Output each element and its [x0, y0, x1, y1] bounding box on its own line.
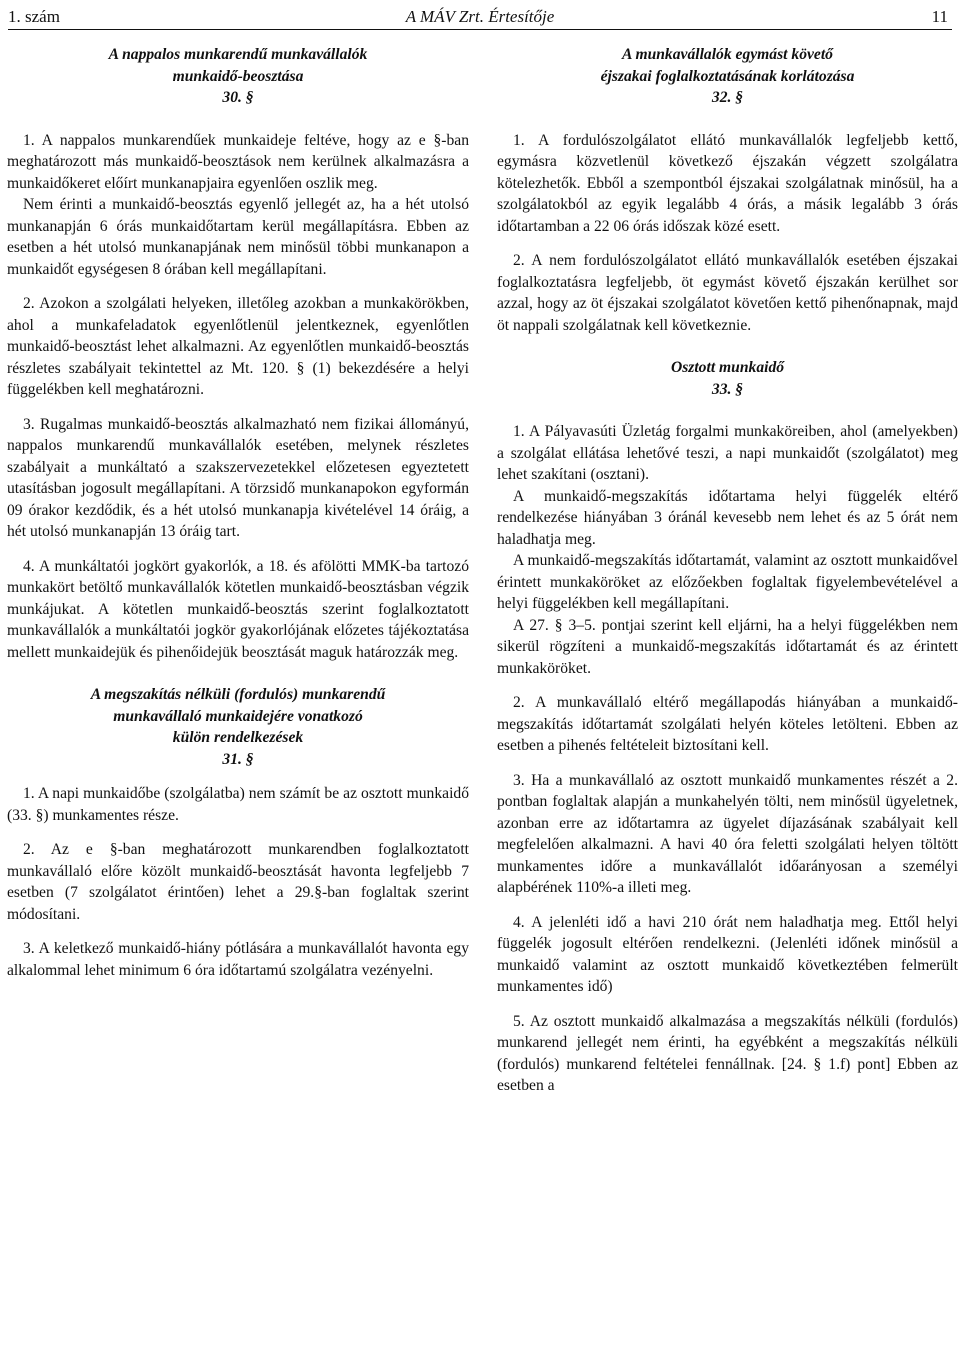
section-31-title-line1: A megszakítás nélküli (fordulós) munkarendű — [90, 686, 386, 703]
issue-number: 1. szám — [8, 7, 60, 26]
paragraph-31-2: 2. Az e §-ban meghatározott munkarendben foglalkoztatott munkavállaló előre közölt munkaidő-beosztását havonta legfeljebb 7 esetben (7 szolgálatot érintően) lehet a 29.§-ban foglaltak szerint módosítani. — [7, 841, 469, 923]
paragraph-33-2: 2. A munkavállaló eltérő megállapodás hiányában a munkaidő-megszakítás időtartamát szolgálati helyén köteles letölteni. Ebben az esetben a pihenés feltételeit biztosítani kell. — [497, 694, 958, 754]
paragraph-33-4: 4. A jelenléti idő a havi 210 órát nem haladhatja meg. Ettől helyi függelék jogosult eltérően rendelkezni. (Jelenléti időnek minősül a munkaidő valamint az osztott munkaidő következtében felmerült munkamentes idő) — [497, 913, 958, 995]
paragraph-32-1: 1. A fordulószolgálatot ellátó munkavállalók legfeljebb kettő, egymásra közvetlenül következő éjszakán végzett szolgálatra kötelezhetők. Ebből a szempontból éjszakai szolgálatnak minősül, ha a szolgálatokból az egyik legalább 4 órás, a másik legalább 3 órás időtartamban a 22 06 órás időszak közé esett. — [497, 131, 958, 235]
paragraph-31-3: 3. A keletkező munkaidő-hiány pótlására a munkavállalót havonta egy alkalommal lehet minimum 6 óra időtartamú szolgálatra vezényelni. — [7, 940, 469, 979]
paragraph-30-4: 4. A munkáltatói jogkört gyakorlók, a 18. és afölötti MMK-ba tartozó munkakört betöltő munkavállalók kötetlen munkaidő-beosztásban végzik munkájukat. A kötetlen munkaidő-beosztás szerint foglalkoztatott munkavállalók a munkáltatói jogkör gyakorlójának előzetes tájékoztatása mellett munkaidejük és pihenőidejük beosztását maguk határozzák meg. — [7, 557, 469, 661]
section-32-number: 32. § — [711, 89, 744, 106]
paragraph-30-2: 2. Azokon a szolgálati helyeken, illetőleg azokban a munkakörökben, ahol a munkafeladatok egyenlőtlenül jelentkeznek, egyenlőtlen munkaidő-beosztást lehet alkalmazni. Az egyenlőtlen munkaidő-beosztás részletes szabályait tekintettel az Mt. 120. § (1) bekezdésére a helyi függelékben kell meghatározni. — [7, 295, 469, 398]
section-31-title-line3: külön rendelkezések — [172, 729, 304, 746]
paragraph-33-1c: A munkaidő-megszakítás időtartamát, valamint az osztott munkaidővel érintett munkaköröket az előzőekben foglaltak figyelembevételével a helyi függelékben kell megállapítani. — [497, 552, 958, 612]
journal-title: A MÁV Zrt. Értesítője — [405, 7, 555, 26]
paragraph-33-5: 5. Az osztott munkaidő alkalmazása a megszakítás nélküli (fordulós) munkarend jellegét nem érinti, ha egyébként a megszakítás nélküli (fordulós) munkarend feltételei fennállnak. [24. § 1.f) pont] Ebben az esetben a — [497, 1012, 958, 1094]
section-32-title-line2: éjszakai foglalkoztatásának korlátozása — [600, 67, 855, 85]
section-30-number: 30. § — [222, 89, 254, 106]
paragraph-33-1: 1. A Pályavasúti Üzletág forgalmi munkaköreiben, ahol (amelyekben) a szolgálat ellátása lehetővé teszi, a napi munkaidőt (szolgálatot) meg lehet szakítani (osztani). — [497, 423, 958, 483]
right-column — [497, 44, 958, 1097]
section-33-title: Osztott munkaidő — [670, 359, 785, 376]
section-31-title-line2: munkavállaló munkaidejére vonatkozó — [113, 707, 363, 725]
paragraph-30-3: 3. Rugalmas munkaidő-beosztás alkalmazható nem fizikai állományú, nappalos munkarendű munkavállalók esetében, melynek részletes szabályait a munkáltató a szakszervezetekkel előzetesen egyeztetett utasításban jogosult megállapítani. A törzsidő munkanapokon egyformán 09 órakor kezdődik, és a hét utolsó munkanapja kivételével 14 óráig, a hét utolsó munkanapján 13 óráig tart. — [7, 415, 469, 540]
section-31-number: 31. § — [222, 750, 254, 768]
paragraph-30-1b: Nem érinti a munkaidő-beosztás egyenlő jellegét az, ha a hét utolsó munkanapján 6 órás munkaidőtartam kerül megállapításra. Ebben az esetben a hét utolsó munkanapjának nem minősül többi munkanapon a munkaidőt egységesen 8 órában kell megállapítani. — [7, 196, 469, 278]
section-30-title-line2: munkaidő-beosztása — [172, 67, 304, 85]
left-column — [7, 44, 469, 981]
page-number: 11 — [931, 7, 948, 26]
paragraph-33-3: 3. Ha a munkavállaló az osztott munkaidő munkamentes részét a 2. pontban foglaltak alapján a munkahelyén tölti, nem minősül ügyeletnek, azonban erre az időtartamra az ügyelet díjazásának szabályait kell megfelelően alkalmazni. A havi 40 óra feletti szolgálati helyen töltött munkamentes időre a munkavállalót időarányosan a személyi alapbérének 110%-a illeti meg. — [497, 771, 958, 896]
section-33-number: 33. § — [711, 380, 744, 398]
section-32-title-line1: A munkavállalók egymást követő — [622, 46, 833, 63]
paragraph-33-1d: A 27. § 3–5. pontjai szerint kell eljárni, ha a helyi függelékben nem sikerül rögzíteni a munkaidő-megszakítás időtartamát és az érintett munkaköröket. — [497, 616, 958, 677]
paragraph-32-2: 2. A nem fordulószolgálatot ellátó munkavállalók esetében éjszakai foglalkoztatásra legfeljebb, öt egymást követő éjszakán kerülhet sor azzal, hogy az öt éjszakai szolgálatot követően kettő pihenőnapnak, majd öt nappali szolgálatnak kell következnie. — [497, 252, 958, 334]
paragraph-33-1b: A munkaidő-megszakítás időtartama helyi függelék eltérő rendelkezése hiányában 3 óránál kevesebb nem lehet és az 5 órát nem haladhatja meg. — [497, 487, 958, 548]
header-rule — [8, 29, 952, 30]
section-30-title-line1: A nappalos munkarendű munkavállalók — [108, 46, 368, 63]
page-header — [8, 4, 952, 30]
paragraph-31-1: 1. A napi munkaidőbe (szolgálatba) nem számít be az osztott munkaidő (33. §) munkamentes része. — [7, 785, 469, 824]
paragraph-30-1: 1. A nappalos munkarendűek munkaideje feltéve, hogy az e §-ban meghatározott más munkaidő-beosztások nem kerülnek alkalmazásra a munkaidőkeret előírt munkanapjaira egyenlően oszlik meg. — [7, 131, 469, 192]
